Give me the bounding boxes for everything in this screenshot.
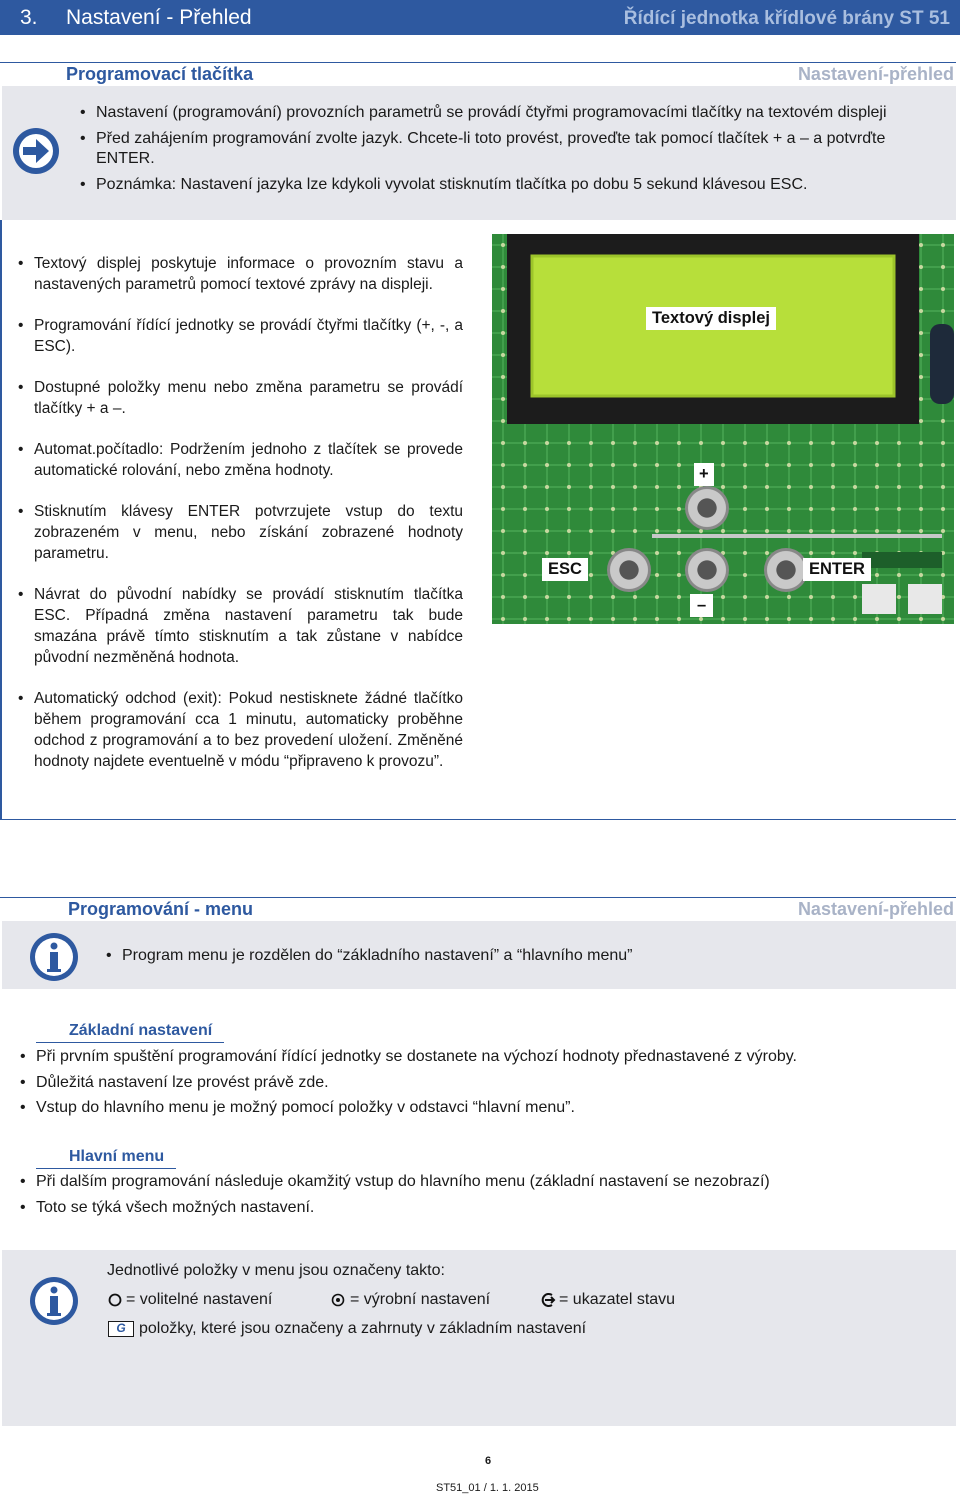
section-tag: Nastavení-přehled <box>797 899 954 919</box>
info-icon <box>28 1275 80 1327</box>
section-tag: Nastavení-přehled <box>797 64 954 84</box>
plus-button[interactable] <box>685 486 729 530</box>
page-title: Nastavení - Přehled <box>66 6 252 29</box>
section-title-menu: Programování - menu <box>68 899 254 919</box>
note-list <box>80 103 930 195</box>
body-item: • Návrat do původní nabídky se provádí stisknutím tlačítka ESC. Případná změna nastavení parametru tak bude smazána právě tímto stisknutím a tak zůstane v nabídce původní nezměněná hodnota. <box>18 584 463 668</box>
body-item: • Programování řídící jednotky se provádí čtyřmi tlačítky (+, -, a ESC). <box>18 315 463 357</box>
factory-setting-icon <box>331 1293 345 1307</box>
body-item: • Textový displej poskytuje informace o provozním stavu a nastavených parametrů pomocí textové zprávy na displeji. <box>18 253 463 295</box>
main-item: • Při dalším programování následuje okamžitý vstup do hlavního menu (základní nastavení se nezobrazí) <box>20 1172 950 1193</box>
main-item: • Toto se týká všech možných nastavení. <box>20 1198 950 1219</box>
note-item: • Před zahájením programování zvolte jazyk. Chcete-li toto provést, proveďte tak pomocí tlačítek + a – a potvrďte ENTER. <box>80 129 930 170</box>
info-icon <box>28 931 80 983</box>
basic-item: • Při prvním spuštění programování řídící jednotky se dostanete na výchozí hodnoty přednastavené z výroby. <box>20 1047 950 1068</box>
basic-item: • Důležitá nastavení lze provést právě zde. <box>20 1073 950 1094</box>
main-menu-list <box>20 1172 950 1218</box>
subtitle-underline <box>36 1042 224 1043</box>
body-item: • Stisknutím klávesy ENTER potvrzujete vstup do textu zobrazeném v menu, nebo získání zobrazené hodnoty parametru. <box>18 501 463 564</box>
section-number: 3. <box>20 6 38 29</box>
section-divider <box>0 62 956 63</box>
basic-item: • Vstup do hlavního menu je možný pomocí položky v odstavci “hlavní menu”. <box>20 1098 950 1119</box>
section-divider <box>0 897 956 898</box>
display-label: Textový displej <box>646 307 776 330</box>
plus-label: + <box>694 463 714 486</box>
minus-label: – <box>690 594 713 617</box>
g-icon: G <box>108 1321 134 1337</box>
enter-button[interactable] <box>764 548 808 592</box>
control-board-photo <box>492 234 954 624</box>
minus-button[interactable] <box>685 548 729 592</box>
legend-optional: = volitelné nastavení <box>126 1291 273 1308</box>
subtitle-underline <box>36 1168 176 1169</box>
legend-g-text: položky, které jsou označeny a zahrnuty v základním nastavení <box>139 1320 587 1337</box>
button-description-list <box>18 253 463 772</box>
basic-settings-list <box>20 1047 950 1119</box>
note-item: • Nastavení (programování) provozních parametrů se provádí čtyřmi programovacími tlačítky na textovém displeji <box>80 103 930 124</box>
legend-indicator: = ukazatel stavu <box>559 1291 676 1308</box>
left-rule <box>0 220 2 820</box>
info-item: • Program menu je rozdělen do “základního nastavení” a “hlavního menu” <box>106 946 906 967</box>
basic-settings-title: Základní nastavení <box>69 1022 213 1039</box>
body-item: • Dostupné položky menu nebo změna parametru se provádí tlačítky + a –. <box>18 377 463 419</box>
main-menu-title: Hlavní menu <box>69 1148 165 1165</box>
enter-label: ENTER <box>803 558 871 581</box>
status-indicator-icon <box>540 1292 556 1308</box>
esc-button[interactable] <box>607 548 651 592</box>
arrow-icon <box>10 125 62 177</box>
body-item: • Automat.počítadlo: Podržením jednoho z tlačítek se provede automatické rolování, nebo změna hodnoty. <box>18 439 463 481</box>
legend-intro: Jednotlivé položky v menu jsou označeny takto: <box>107 1262 445 1279</box>
legend-factory: = výrobní nastavení <box>350 1291 491 1308</box>
optional-setting-icon <box>108 1293 122 1307</box>
exit-item: • Automatický odchod (exit): Pokud nestisknete žádné tlačítko během programování cca 1 minutu, automaticky proběhne odchod z programování a to bez provedení uložení. Změněné hodnoty najdete eventuelně v módu “připraveno k provozu”. <box>18 688 463 772</box>
section-bottom-rule <box>0 819 956 820</box>
info-list <box>106 946 906 967</box>
section-title-buttons: Programovací tlačítka <box>66 64 254 84</box>
note-item: • Poznámka: Nastavení jazyka lze kdykoli vyvolat stisknutím tlačítka po dobu 5 sekund klávesou ESC. <box>80 175 930 196</box>
esc-label: ESC <box>542 558 588 581</box>
document-code: ST51_01 / 1. 1. 2015 <box>436 1482 539 1494</box>
page-number: 6 <box>485 1455 492 1467</box>
document-title: Řídící jednotka křídlové brány ST 51 <box>623 8 950 29</box>
